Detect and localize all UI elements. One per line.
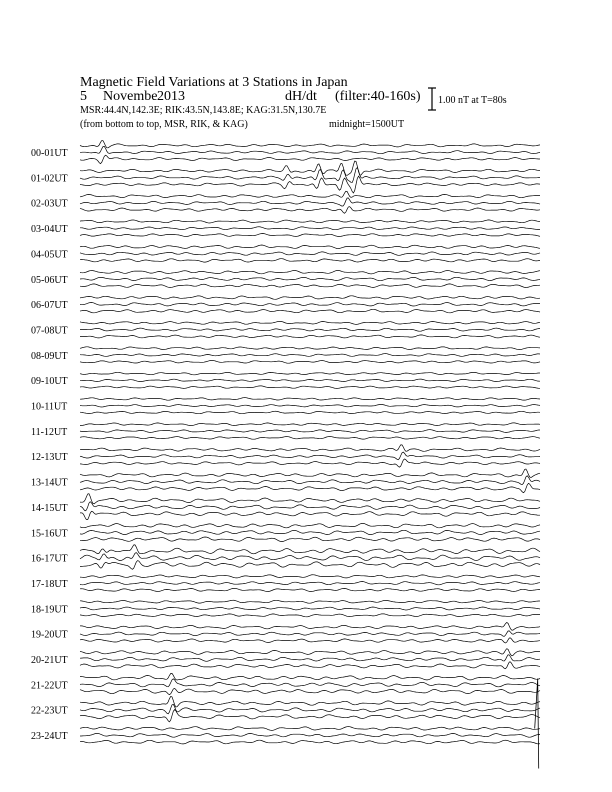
trace-kag-12-13UT [80,445,540,451]
trace-kag-02-03UT [80,191,540,197]
trace-msr-14-15UT [80,511,540,519]
trace-rik-23-24UT [80,733,540,737]
hour-label: 10-11UT [31,401,68,413]
trace-msr-17-18UT [80,588,540,591]
date-month: Novembe [103,89,158,104]
hour-label: 11-12UT [31,426,68,438]
hour-label: 18-19UT [31,604,68,616]
hour-label: 13-14UT [31,477,68,489]
trace-msr-20-21UT [80,662,540,669]
trace-kag-05-06UT [80,271,540,274]
quantity-label: dH/dt [285,89,317,104]
hour-label: 23-24UT [31,731,68,743]
hour-label: 01-02UT [31,173,68,185]
trace-rik-19-20UT [80,631,540,637]
trace-rik-06-07UT [80,303,540,307]
trace-rik-17-18UT [80,582,540,585]
trace-rik-11-12UT [80,430,540,433]
trace-rik-16-17UT [80,553,540,561]
trace-rik-13-14UT [80,476,540,485]
trace-msr-22-23UT [80,710,540,722]
trace-rik-15-16UT [80,530,540,534]
scale-bar [428,88,507,110]
trace-msr-11-12UT [80,437,540,440]
hour-label: 12-13UT [31,452,68,464]
traces [80,141,540,769]
trace-rik-09-10UT [80,379,540,382]
hour-label: 16-17UT [31,553,68,565]
trace-rik-07-08UT [80,328,540,331]
trace-kag-15-16UT [80,523,540,527]
hour-label: 09-10UT [31,376,68,388]
hour-label: 06-07UT [31,300,68,312]
station-order-note: (from bottom to top, MSR, RIK, & KAG) [80,119,248,130]
trace-msr-23-24UT [80,740,540,744]
hour-label: 07-08UT [31,325,68,337]
scale-bar-label: 1.00 nT at T=80s [438,95,507,106]
trace-kag-11-12UT [80,423,540,426]
trace-msr-01-02UT [80,176,540,193]
midnight-note: midnight=1500UT [329,119,405,130]
hour-label: 14-15UT [31,502,68,514]
trace-msr-10-11UT [80,411,540,414]
trace-msr-13-14UT [80,483,540,492]
trace-kag-10-11UT [80,398,540,401]
trace-msr-08-09UT [80,360,540,363]
trace-msr-03-04UT [80,234,540,237]
trace-rik-03-04UT [80,227,540,230]
trace-kag-22-23UT [80,696,540,707]
trace-rik-05-06UT [80,277,540,280]
hour-label: 00-01UT [31,148,68,159]
trace-rik-04-05UT [80,252,540,255]
trace-rik-01-02UT [80,168,540,183]
filter-label: (filter:40-160s) [335,89,421,104]
hour-label: 05-06UT [31,274,68,286]
hour-label: 17-18UT [31,578,68,590]
trace-rik-22-23UT [80,704,540,714]
trace-kag-16-17UT [80,545,540,554]
trace-kag-09-10UT [80,372,540,375]
trace-kag-00-01UT [80,141,540,148]
station-coordinates: MSR:44.4N,142.3E; RIK:43.5N,143.8E; KAG:31.5N,130.7E [80,105,327,116]
trace-rik-08-09UT [80,354,540,357]
trace-msr-00-01UT [80,155,540,163]
hour-label: 03-04UT [31,224,68,236]
trace-msr-18-19UT [80,614,540,617]
trace-rik-00-01UT [80,146,540,153]
hour-label: 19-20UT [31,629,68,641]
chart-title: Magnetic Field Variations at 3 Stations in Japan [80,75,348,90]
trace-rik-20-21UT [80,655,540,662]
trace-msr-07-08UT [80,335,540,338]
trace-rik-12-13UT [80,452,540,460]
trace-kag-17-18UT [80,575,540,578]
trace-rik-18-19UT [80,607,540,610]
trace-kag-19-20UT [80,623,540,631]
hour-labels [31,148,68,742]
hour-label: 02-03UT [31,198,68,210]
date-year: 2013 [157,89,185,104]
trace-rik-14-15UT [80,502,540,511]
hour-label: 08-09UT [31,350,68,362]
trace-kag-04-05UT [80,245,540,249]
trace-kag-21-22UT [80,673,540,680]
date-day: 5 [80,89,87,104]
trace-rik-02-03UT [80,198,540,206]
hour-label: 21-22UT [31,680,68,692]
trace-msr-05-06UT [80,284,540,288]
trace-kag-06-07UT [80,296,540,300]
trace-kag-23-24UT [80,727,540,731]
trace-kag-13-14UT [80,469,540,478]
trace-msr-06-07UT [80,309,540,313]
trace-kag-07-08UT [80,321,540,324]
trace-kag-08-09UT [80,347,540,350]
trace-msr-02-03UT [80,207,540,214]
trace-kag-03-04UT [80,220,540,223]
hour-label: 22-23UT [31,705,68,717]
trace-msr-04-05UT [80,259,540,262]
trace-kag-18-19UT [80,600,540,603]
trace-msr-12-13UT [80,459,540,467]
trace-msr-19-20UT [80,638,540,643]
trace-msr-21-22UT [80,688,540,694]
hour-label: 15-16UT [31,528,68,540]
trace-msr-15-16UT [80,537,540,542]
trace-kag-01-02UT [80,161,540,175]
trace-msr-16-17UT [80,561,540,570]
hour-label: 04-05UT [31,249,68,261]
trace-msr-09-10UT [80,386,540,389]
trace-kag-14-15UT [80,494,540,504]
hour-label: 20-21UT [31,655,68,666]
trace-rik-10-11UT [80,404,540,407]
trace-kag-20-21UT [80,649,540,656]
